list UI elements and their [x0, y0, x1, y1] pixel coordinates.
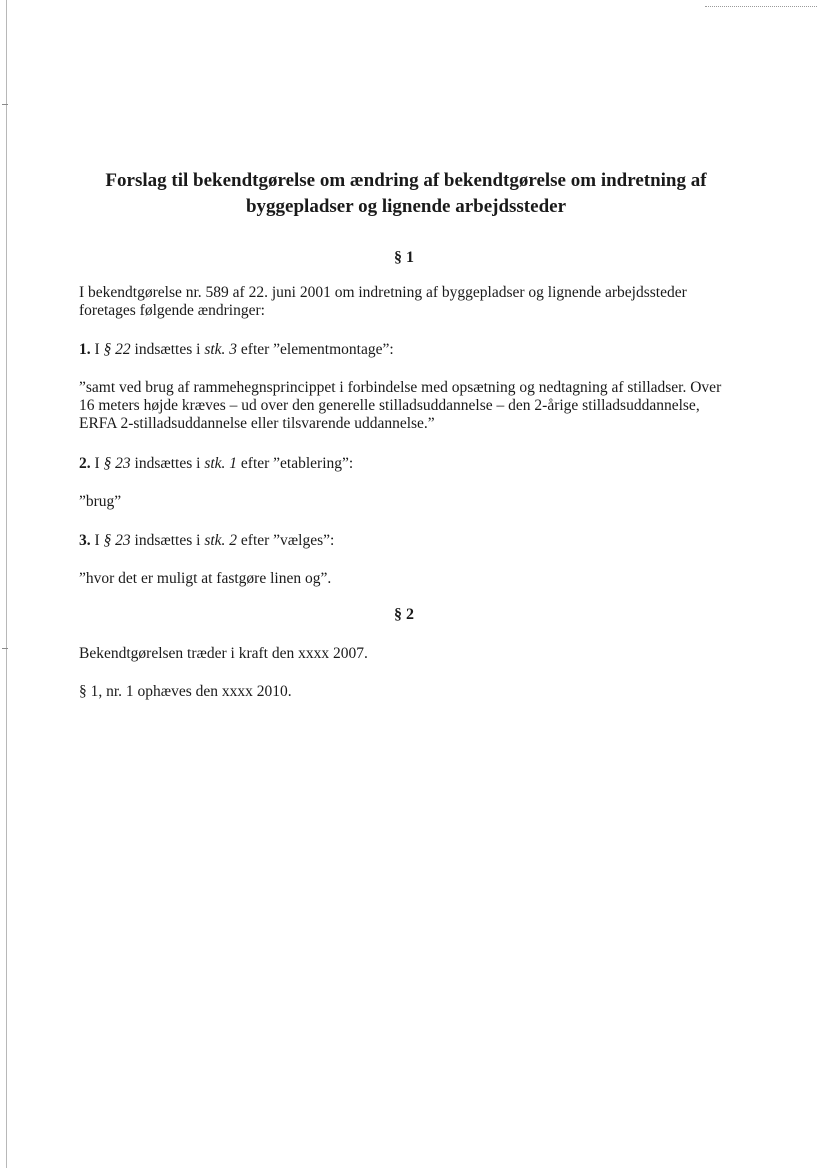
section-heading-1: § 1 [394, 249, 414, 266]
amendment-heading-1 [79, 341, 729, 359]
amendment-prep: I [94, 532, 100, 549]
amendment-text-3: ”hvor det er muligt at fastgøre linen og”. [79, 570, 332, 587]
scan-top-right-mark [705, 6, 817, 7]
scan-edge-mark [2, 104, 8, 105]
amendment-paragraph-ref: § 23 [103, 455, 131, 472]
section-2-paragraph-2: § 1, nr. 1 ophæves den xxxx 2010. [79, 683, 292, 700]
amendment-number: 3. [79, 532, 91, 549]
scan-left-edge [6, 0, 7, 1168]
document-title: Forslag til bekendtgørelse om ændring af bekendtgørelse om indretning af byggepladser og lignende arbejdssteder [105, 170, 707, 217]
amendment-paragraph-ref: § 22 [103, 341, 131, 358]
amendment-after: efter ”elementmontage”: [240, 341, 394, 358]
section-1-intro: I bekendtgørelse nr. 589 af 22. juni 2001 om indretning af byggepladser og lignende arbejdssteder foretages følgende ændringer: [79, 284, 687, 319]
scan-edge-mark [2, 648, 8, 649]
section-heading-2: § 2 [394, 606, 414, 623]
amendment-prep: I [94, 341, 100, 358]
amendment-stk-ref: stk. 1 [204, 455, 238, 472]
amendment-after: efter ”vælges”: [240, 532, 335, 549]
amendment-verb: indsættes i [134, 455, 201, 472]
amendment-prep: I [94, 455, 100, 472]
amendment-heading-2 [79, 455, 729, 473]
amendment-after: efter ”etablering”: [240, 455, 354, 472]
amendment-heading-3 [79, 532, 729, 550]
amendment-stk-ref: stk. 3 [204, 341, 238, 358]
document-page [79, 168, 729, 701]
amendment-verb: indsættes i [134, 341, 201, 358]
section-2-paragraph-1: Bekendtgørelsen træder i kraft den xxxx 2007. [79, 645, 368, 662]
amendment-text-1: ”samt ved brug af rammehegnsprincippet i forbindelse med opsætning og nedtagning af stilladser. Over 16 meters højde kræves – ud over den generelle stilladsuddannelse – den 2-årige stilladsuddannelse, ERFA 2-stilladsuddannelse eller tilsvarende uddannelse.” [79, 379, 722, 432]
amendment-text-2: ”brug” [79, 493, 122, 510]
amendment-number: 2. [79, 455, 91, 472]
amendment-number: 1. [79, 341, 91, 358]
amendment-stk-ref: stk. 2 [204, 532, 238, 549]
amendment-verb: indsættes i [134, 532, 201, 549]
amendment-paragraph-ref: § 23 [103, 532, 131, 549]
